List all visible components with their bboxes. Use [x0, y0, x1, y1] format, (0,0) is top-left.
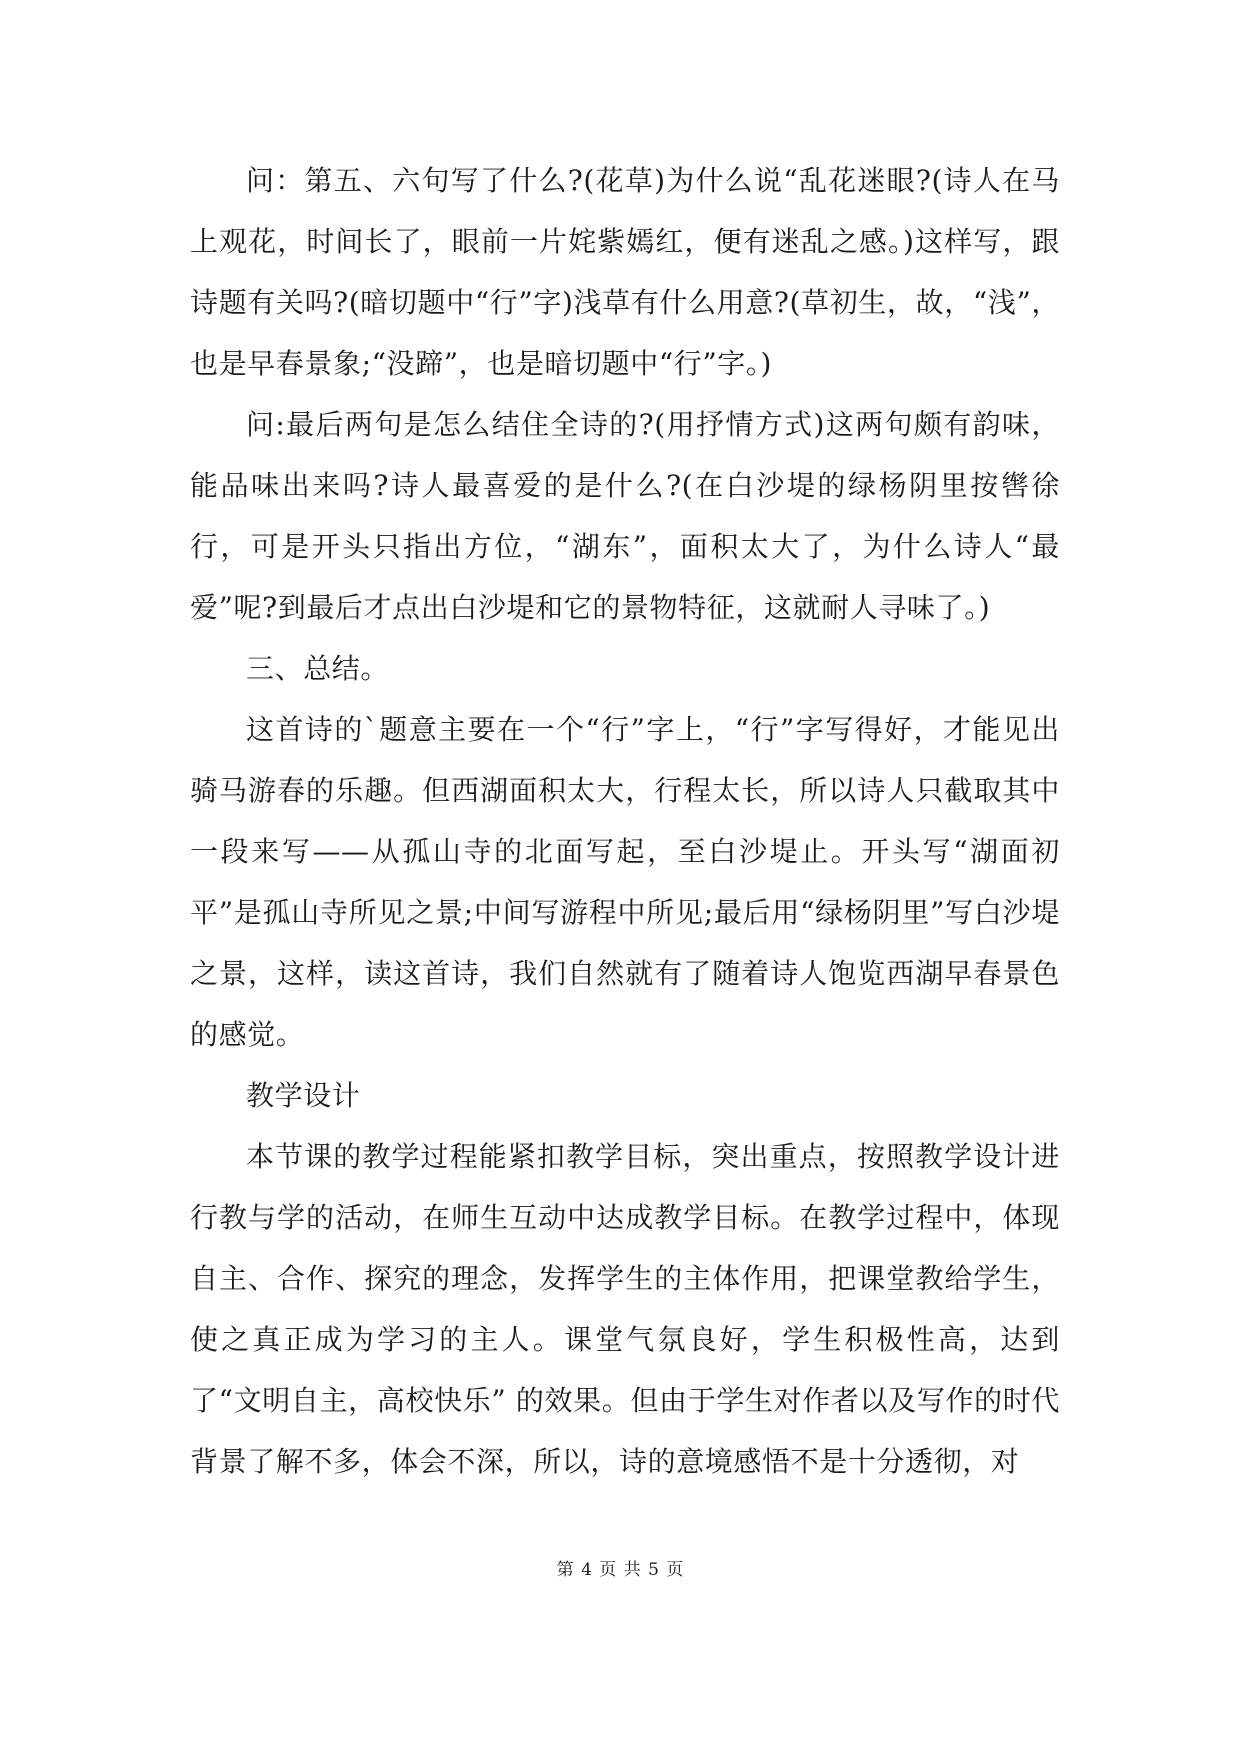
paragraph-question-lines-five-six: 问：第五、六句写了什么?(花草)为什么说“乱花迷眼?(诗人在马上观花，时间长了，眼前一片姹紫嫣红，便有迷乱之感。)这样写，跟诗题有关吗?(暗切题中“行”字)浅草有什么用意?(草初生，故，“浅”，也是早春景象;“没蹄”，也是暗切题中“行”字。) [190, 164, 1060, 380]
section-heading-teaching-design: 教学设计 [246, 1079, 361, 1112]
paragraph-teaching-reflection: 本节课的教学过程能紧扣教学目标，突出重点，按照教学设计进行教与学的活动，在师生互动中达成教学目标。在教学过程中，体现自主、合作、探究的理念，发挥学生的主体作用，把课堂教给学生，使之真正成为学习的主人。课堂气氛良好，学生积极性高，达到了“文明自主，高校快乐” 的效果。但由于学生对作者以及写作的时代背景了解不多，体会不深，所以，诗的意境感悟不是十分透彻，对 [190, 1140, 1060, 1478]
document-body [190, 150, 1060, 1492]
paragraph-question-last-lines: 问:最后两句是怎么结住全诗的?(用抒情方式)这两句颇有韵味，能品味出来吗?诗人最喜爱的是什么?(在白沙堤的绿杨阴里按辔徐行，可是开头只指出方位，“湖东”，面积太大了，为什么诗人“最爱”呢?到最后才点出白沙堤和它的景物特征，这就耐人寻味了。) [190, 408, 1060, 624]
page-number-footer: 第 4 页 共 5 页 [556, 1560, 685, 1580]
section-heading-summary: 三、总结。 [246, 652, 390, 685]
paragraph-summary: 这首诗的`题意主要在一个“行”字上，“行”字写得好，才能见出骑马游春的乐趣。但西湖面积太大，行程太长，所以诗人只截取其中一段来写——从孤山寺的北面写起，至白沙堤止。开头写“湖面初平”是孤山寺所见之景;中间写游程中所见;最后用“绿杨阴里”写白沙堤之景，这样，读这首诗，我们自然就有了随着诗人饱览西湖早春景色的感觉。 [190, 713, 1060, 1051]
